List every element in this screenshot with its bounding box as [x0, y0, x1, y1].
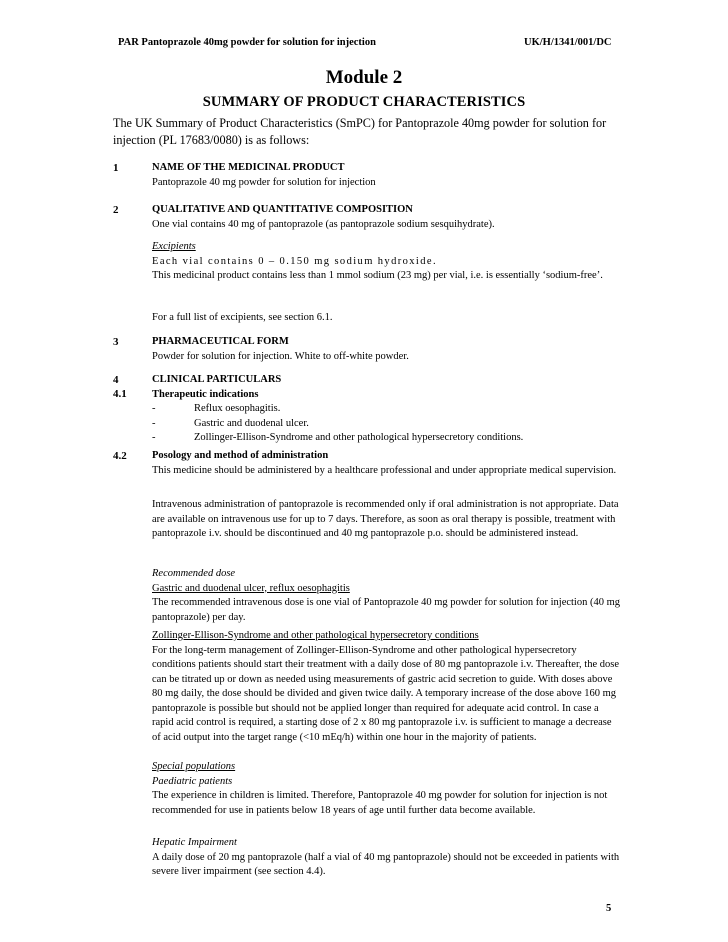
section-1 — [152, 161, 620, 190]
section-3-title: PHARMACEUTICAL FORM — [152, 336, 289, 347]
section-4-title: CLINICAL PARTICULARS — [152, 374, 282, 385]
running-header-reference: UK/H/1341/001/DC — [524, 37, 612, 48]
hepatic-heading: Hepatic Impairment — [152, 837, 237, 848]
section-4-2-title: Posology and method of administration — [152, 450, 329, 461]
indication-item — [152, 431, 620, 446]
section-2 — [152, 203, 620, 232]
bullet-dash: - — [152, 417, 156, 429]
special-populations-heading: Special populations — [152, 761, 236, 772]
intro-paragraph: The UK Summary of Product Characteristics (SmPC) for Pantoprazole 40mg powder for solution for injection (PL 17683/0080) is as follows: — [113, 116, 607, 147]
recommended-dose-block — [152, 567, 620, 625]
excipients-line-1: Each vial contains 0 – 0.150 mg sodium hydroxide. — [152, 255, 437, 267]
hepatic-block — [152, 836, 620, 880]
excipients-line-2: This medicinal product contains less than 1 mmol sodium (23 mg) per vial, i.e. is essentially ‘sodium-free’. — [152, 270, 603, 281]
posology-paragraph-1: This medicine should be administered by a healthcare professional and under appropriate medical supervision. — [152, 464, 617, 476]
section-3-number: 3 — [113, 336, 119, 348]
gastric-ulcer-heading: Gastric and duodenal ulcer, reflux oesophagitis — [152, 582, 350, 594]
recommended-dose-heading: Recommended dose — [152, 568, 236, 579]
paediatric-text: The experience in children is limited. Therefore, Pantoprazole 40 mg powder for solution for injection is not recommended for use in patients below 18 years of age until further data become available. — [152, 790, 608, 816]
indication-item — [152, 417, 620, 432]
bullet-dash: - — [152, 403, 156, 414]
section-2-title: QUALITATIVE AND QUANTITATIVE COMPOSITION — [152, 204, 413, 215]
zes-text: For the long-term management of Zollinger-Ellison-Syndrome and other pathological hypersecretory conditions patients should start their treatment with a daily dose of 80 mg pantoprazole i.v. Thereafter, the dose can be titrated up or down as needed using measurements of gastric acid secretion to guide. With doses above 80 mg daily, the dose should be divided and given twice daily. A temporary increase of the dose above 160 mg pantoprazole is possible but should not be applied longer than required for adequate acid control. In case a rapid acid control is required, a starting dose of 2 x 80 mg pantoprazole i.v. is sufficient to manage a decrease of acid output into the target range (<10 mEq/h) within one hour in the majority of patients. — [152, 644, 619, 743]
excipients-full-list: For a full list of excipients, see section 6.1. — [152, 312, 333, 323]
section-4-1-number: 4.1 — [113, 388, 127, 400]
bullet-dash: - — [152, 432, 156, 443]
running-header-title: PAR Pantoprazole 40mg powder for solution for injection — [118, 37, 376, 48]
section-4-2 — [152, 449, 620, 478]
zes-block — [152, 629, 620, 745]
excipients-block — [152, 240, 620, 284]
indication-text: Zollinger-Ellison-Syndrome and other pathological hypersecretory conditions. — [194, 432, 524, 443]
section-4-2-number: 4.2 — [113, 450, 127, 462]
section-3 — [152, 335, 620, 364]
page-number: 5 — [606, 903, 612, 914]
posology-paragraph-2: Intravenous administration of pantoprazole is recommended only if oral administration is not appropriate. Data are available on intravenous use for up to 7 days. Therefore, as soon as oral therapy is possible, treatment with pantoprazole i.v. should be discontinued and 40 mg pantoprazole p.o. should be administered instead. — [152, 499, 619, 539]
section-1-title: NAME OF THE MEDICINAL PRODUCT — [152, 162, 345, 173]
section-1-text: Pantoprazole 40 mg powder for solution for injection — [152, 176, 376, 188]
section-4-number: 4 — [113, 374, 119, 386]
excipients-heading: Excipients — [152, 241, 196, 252]
zes-heading: Zollinger-Ellison-Syndrome and other pathological hypersecretory conditions — [152, 630, 479, 641]
special-populations-block — [152, 760, 620, 818]
indication-text: Gastric and duodenal ulcer. — [194, 417, 309, 429]
module-title — [0, 67, 728, 89]
indication-item — [152, 402, 620, 417]
gastric-ulcer-text: The recommended intravenous dose is one vial of Pantoprazole 40 mg powder for solution for injection (40 mg pantoprazole) per day. — [152, 597, 621, 623]
paediatric-heading: Paediatric patients — [152, 775, 233, 787]
section-1-number: 1 — [113, 162, 119, 174]
section-4-1-title: Therapeutic indications — [152, 388, 259, 400]
module-title-text: Module 2 — [325, 67, 403, 88]
section-2-number: 2 — [113, 204, 119, 216]
indication-text: Reflux oesophagitis. — [194, 403, 281, 414]
section-3-text: Powder for solution for injection. White to off-white powder. — [152, 350, 409, 362]
section-4 — [152, 373, 620, 446]
module-subtitle: SUMMARY OF PRODUCT CHARACTERISTICS — [202, 94, 526, 110]
hepatic-text: A daily dose of 20 mg pantoprazole (half a vial of 40 mg pantoprazole) should not be exceeded in patients with severe liver impairment (see section 4.4). — [152, 851, 620, 877]
section-2-text: One vial contains 40 mg of pantoprazole (as pantoprazole sodium sesquihydrate). — [152, 218, 495, 230]
